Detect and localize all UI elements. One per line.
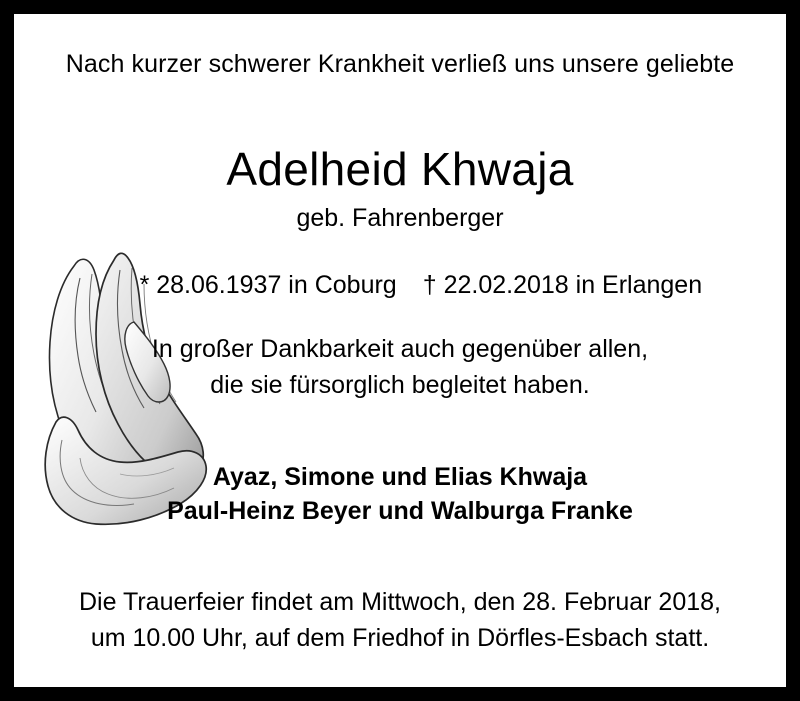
funeral-line-1: Die Trauerfeier findet am Mittwoch, den 28. Februar 2018, bbox=[79, 588, 721, 616]
family-line-1: Ayaz, Simone und Elias Khwaja bbox=[212, 463, 588, 491]
thanks-line-2: die sie fürsorglich begleitet haben. bbox=[210, 371, 590, 399]
thanks-line-1: In großer Dankbarkeit auch gegenüber allen, bbox=[151, 335, 649, 363]
family-line-2: Paul-Heinz Beyer und Walburga Franke bbox=[167, 497, 633, 525]
maiden-name: geb. Fahrenberger bbox=[296, 204, 504, 232]
deceased-name: Adelheid Khwaja bbox=[226, 143, 574, 195]
death-date: † 22.02.2018 in Erlangen bbox=[422, 271, 703, 299]
funeral-line-2: um 10.00 Uhr, auf dem Friedhof in Dörfles-Esbach statt. bbox=[90, 624, 710, 652]
obituary-inner bbox=[14, 14, 786, 687]
birth-date: * 28.06.1937 in Coburg bbox=[139, 271, 397, 299]
intro-text: Nach kurzer schwerer Krankheit verließ uns unsere geliebte bbox=[65, 50, 735, 78]
life-dates bbox=[14, 242, 786, 329]
